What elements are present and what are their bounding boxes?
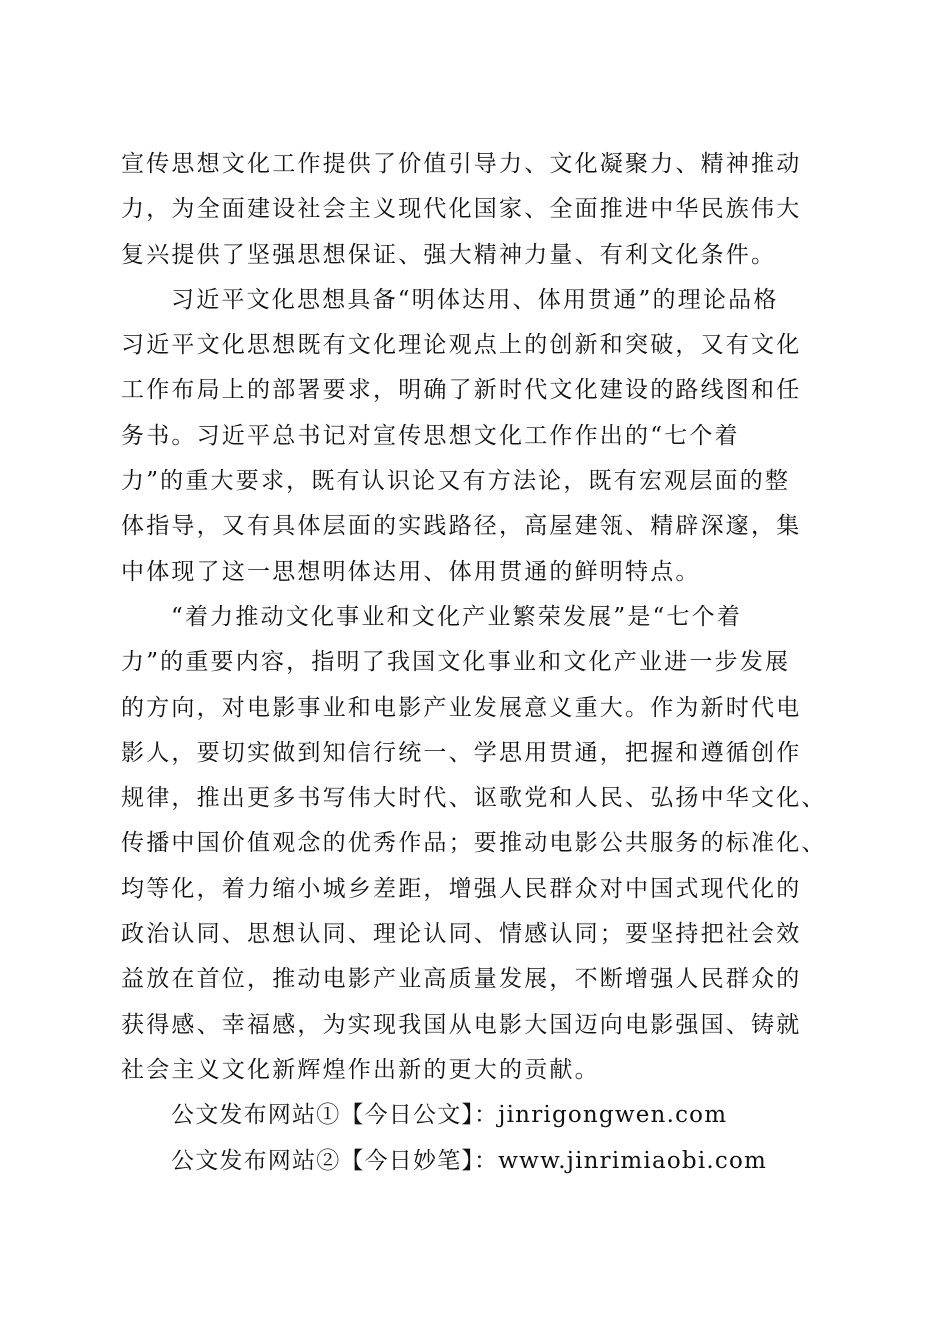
section-heading-line: 习近平文化思想具备“明体达用、体用贯通”的理论品格: [171, 286, 779, 313]
text-line: 政治认同、思想认同、理论认同、情感认同；要坚持把社会效: [121, 921, 802, 948]
text-line: 益放在首位，推动电影产业高质量发展，不断增强人民群众的: [121, 966, 802, 993]
text-line: 均等化，着力缩小城乡差距，增强人民群众对中国式现代化的: [121, 875, 802, 902]
text-line: 获得感、幸福感，为实现我国从电影大国迈向电影强国、铸就: [121, 1011, 802, 1038]
text-line: 复兴提供了坚强思想保证、强大精神力量、有利文化条件。: [121, 241, 777, 268]
text-line: 力”的重要内容，指明了我国文化事业和文化产业进一步发展: [121, 649, 791, 676]
footer-website-1: 公文发布网站①【今日公文】：jinrigongwen.com: [171, 1102, 728, 1129]
footer-website-2: 公文发布网站②【今日妙笔】：www.jinrimiaobi.com: [171, 1147, 768, 1174]
text-line: 工作布局上的部署要求，明确了新时代文化建设的路线图和任: [121, 377, 802, 404]
text-line: 的方向，对电影事业和电影产业发展意义重大。作为新时代电: [121, 694, 802, 721]
document-body: [121, 142, 841, 1184]
text-line: 力，为全面建设社会主义现代化国家、全面推进中华民族伟大: [121, 196, 802, 223]
text-line: 习近平文化思想既有文化理论观点上的创新和突破，又有文化: [121, 332, 802, 359]
text-line: 体指导，又有具体层面的实践路径，高屋建瓴、精辟深邃，集: [121, 513, 802, 540]
text-line: 力”的重大要求，既有认识论又有方法论，既有宏观层面的整: [121, 468, 791, 495]
text-line: 宣传思想文化工作提供了价值引导力、文化凝聚力、精神推动: [121, 151, 802, 177]
text-line: 规律，推出更多书写伟大时代、讴歌党和人民、弘扬中华文化、: [121, 785, 827, 812]
text-line: 中体现了这一思想明体达用、体用贯通的鲜明特点。: [121, 558, 701, 585]
text-line: 传播中国价值观念的优秀作品；要推动电影公共服务的标准化、: [121, 830, 827, 857]
text-line: 社会主义文化新辉煌作出新的更大的贡献。: [121, 1056, 600, 1083]
text-line: 影人，要切实做到知信行统一、学思用贯通，把握和遵循创作: [121, 739, 802, 766]
paragraph-start-line: “着力推动文化事业和文化产业繁荣发展”是“七个着: [171, 603, 743, 630]
text-line: 务书。习近平总书记对宣传思想文化工作作出的“七个着: [121, 422, 740, 449]
